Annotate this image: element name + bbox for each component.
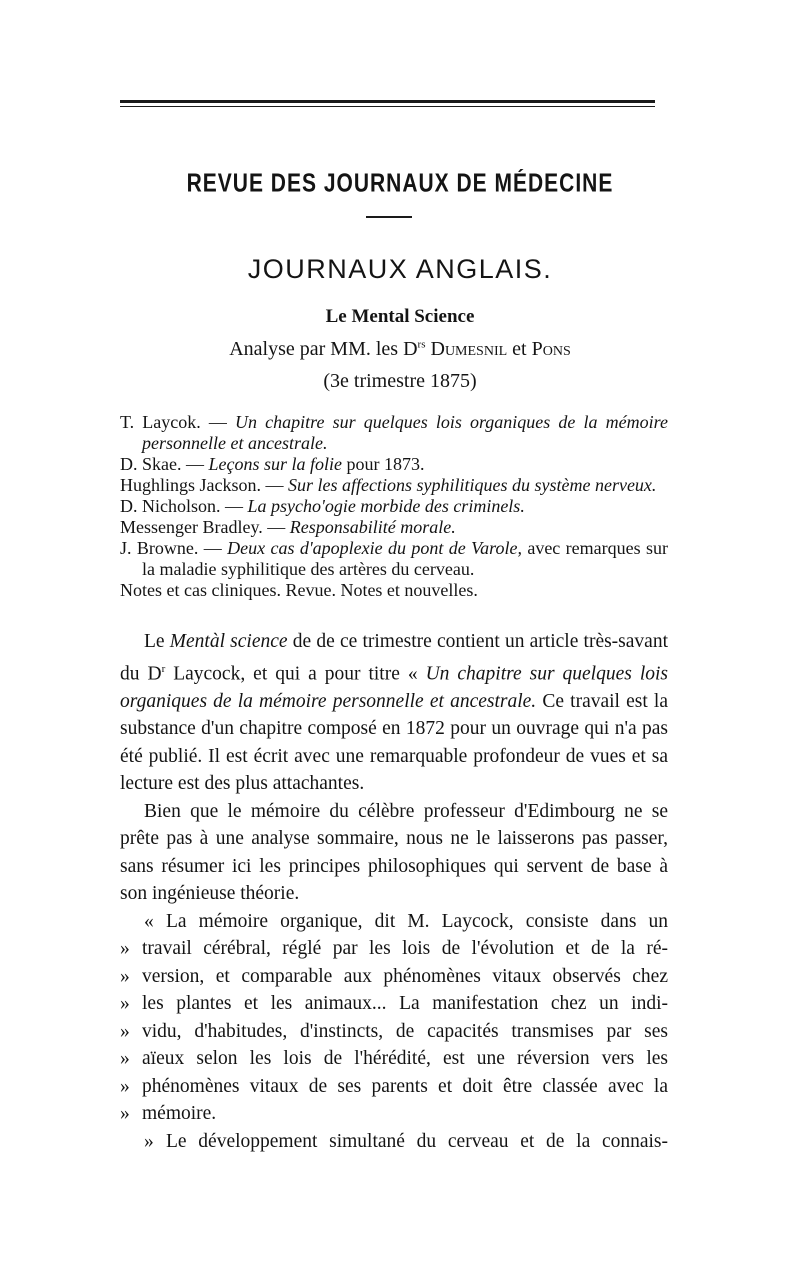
toc-entry: J. Browne. — Deux cas d'apoplexie du pont de Varole, avec remarques sur la maladie syphilitique des artères du cerveau. — [120, 538, 668, 579]
journal-name: Le Mental Science — [325, 306, 475, 327]
quote-line: » aïeux selon les lois de l'hérédité, est une réversion vers les — [120, 1048, 668, 1069]
trimester-label: (3e trimestre 1875) — [323, 370, 477, 392]
toc-entry: Hughlings Jackson. — Sur les affections syphilitiques du système nerveux. — [120, 475, 657, 495]
quote-line: » travail cérébral, réglé par les lois de l'évolution et de la ré- — [120, 938, 668, 959]
quote-line: » version, et comparable aux phénomènes vitaux observés chez — [120, 965, 668, 987]
table-of-contents — [120, 412, 668, 601]
quote-line: » les plantes et les animaux... La manifestation chez un indi- — [120, 993, 668, 1014]
journals-heading: JOURNAUX ANGLAIS. — [247, 254, 553, 284]
toc-entry: T. Laycok. — Un chapitre sur quelques lois organiques de la mémoire personnelle et ancestrale. — [120, 412, 668, 453]
quotation — [120, 908, 668, 936]
top-double-rule — [120, 100, 655, 103]
quote-line: » Le développement simultané du cerveau et de la connais- — [144, 1130, 668, 1152]
toc-entry: Messenger Bradley. — Responsabilité morale. — [120, 517, 456, 537]
author-pons: Pons — [531, 338, 571, 360]
author-dumesnil: Dumesnil — [430, 338, 508, 360]
article-body — [120, 628, 668, 1155]
analysis-credit: Analyse par MM. les $D^{rs}$ Dumesnil et Pons — [229, 338, 571, 360]
quote-line: » phénomènes vitaux de ses parents et doit être classée avec la — [120, 1075, 668, 1097]
section-title: REVUE DES JOURNAUX DE MÉDECINE — [186, 169, 614, 198]
toc-entry: D. Nicholson. — La psycho'ogie morbide des criminels. — [120, 496, 525, 516]
toc-entry: D. Skae. — Leçons sur la folie pour 1873. — [120, 454, 425, 474]
toc-entry: Notes et cas cliniques. Revue. Notes et nouvelles. — [120, 580, 478, 600]
title-divider — [366, 216, 412, 218]
paragraph-summary: Bien que le mémoire du célèbre professeur d'Edimbourg ne se prête pas à une analyse sommaire, nous ne le laisserons pas passer, sans résumer ici les principes philosophiques qui servent de base à son ingénieuse théorie. — [120, 800, 668, 904]
top-thin-rule — [120, 106, 655, 107]
quote-line: « La mémoire organique, dit M. Laycock, consiste dans un — [144, 910, 668, 932]
quote-line: » mémoire. — [120, 1103, 217, 1124]
paragraph-intro: Le Mentàl science de de ce trimestre contient un article très-savant du $D^r$ Laycock, et qui a pour titre « Un chapitre sur quelques lois organiques de la mémoire personnelle et ancestrale. Ce travail est la substance d'un chapitre composé en 1872 pour un ouvrage qui n'a pas été publié. Il est écrit avec une remarquable profondeur de vues et sa lecture est des plus attachantes. — [120, 631, 669, 794]
quote-line: » vidu, d'habitudes, d'instincts, de capacités transmises par ses — [120, 1020, 668, 1042]
